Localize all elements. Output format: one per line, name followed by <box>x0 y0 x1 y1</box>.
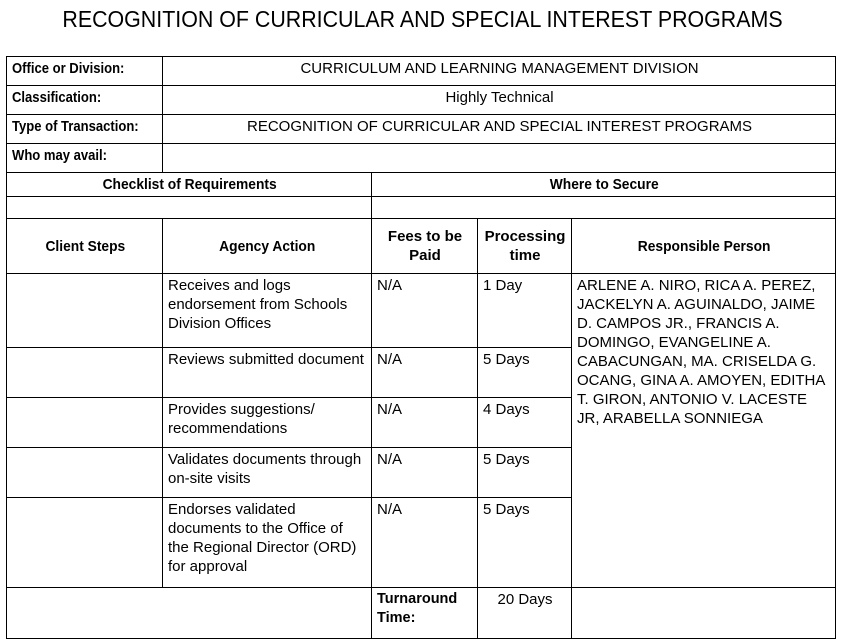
cell-processing-time <box>478 448 572 498</box>
cell-client-steps <box>7 398 163 448</box>
cell-processing-time <box>478 398 572 448</box>
cell-client-steps <box>7 274 163 348</box>
column-header-fees-text: Fees to be Paid <box>387 228 463 264</box>
meta-label-classification-text: Classification: <box>12 90 102 106</box>
cell-agency-action-text: Receives and logs endorsement from Schools Division Offices <box>168 277 348 332</box>
cell-client-steps <box>7 448 163 498</box>
meta-value-transaction-type <box>163 115 836 144</box>
citizens-charter-table-wrapper <box>6 56 835 639</box>
cell-agency-action-text: Endorses validated documents to the Office of the Regional Director (ORD) for approval <box>168 501 357 575</box>
turnaround-value-text: 20 Days <box>497 591 553 608</box>
column-header-agency-action <box>163 219 372 274</box>
citizens-charter-table <box>6 56 836 639</box>
meta-row-classification <box>7 86 836 115</box>
column-header-processing-time-text: Processing time <box>484 228 566 264</box>
cell-fees <box>372 398 478 448</box>
page-title: RECOGNITION OF CURRICULAR AND SPECIAL INTEREST PROGRAMS <box>62 6 783 32</box>
column-header-processing-time <box>478 219 572 274</box>
column-header-row <box>7 219 836 274</box>
cell-agency-action <box>163 448 372 498</box>
turnaround-label <box>372 588 478 639</box>
cell-processing-time-text: 5 Days <box>483 501 530 518</box>
column-header-client-steps-text: Client Steps <box>45 237 125 255</box>
meta-value-who-may-avail <box>163 144 836 173</box>
cell-fees-text: N/A <box>377 351 403 368</box>
column-header-fees <box>372 219 478 274</box>
cell-fees <box>372 498 478 588</box>
meta-label-who-may-avail <box>7 144 163 173</box>
cell-processing-time-text: 1 Day <box>483 277 523 294</box>
meta-value-classification-text: Highly Technical <box>445 89 554 106</box>
section-header-where-to-secure <box>372 173 836 197</box>
meta-value-transaction-type-text: RECOGNITION OF CURRICULAR AND SPECIAL INTEREST PROGRAMS <box>246 118 753 135</box>
meta-label-office-text: Office or Division: <box>12 61 125 77</box>
cell-agency-action <box>163 274 372 348</box>
section-blank-where-to-secure-value <box>372 197 836 219</box>
cell-processing-time-text: 5 Days <box>483 351 530 368</box>
column-header-responsible-person-text: Responsible Person <box>637 237 771 255</box>
column-header-client-steps <box>7 219 163 274</box>
meta-value-office-text: CURRICULUM AND LEARNING MANAGEMENT DIVISION <box>300 60 699 77</box>
table-row <box>7 274 836 348</box>
cell-processing-time <box>478 274 572 348</box>
column-header-responsible-person <box>572 219 836 274</box>
cell-fees <box>372 348 478 398</box>
turnaround-label-text: Turnaround Time: <box>377 591 458 626</box>
cell-agency-action-text: Validates documents through on-site visits <box>168 451 362 487</box>
column-header-agency-action-text: Agency Action <box>219 237 316 255</box>
meta-label-transaction-type-text: Type of Transaction: <box>12 119 139 135</box>
section-blank-checklist-value <box>7 197 372 219</box>
cell-responsible-person-text: ARLENE A. NIRO, RICA A. PEREZ, JACKELYN A. AGUINALDO, JAIME D. CAMPOS JR., FRANCIS A. DOMINGO, EVANGELINE A. CABACUNGAN, MA. CRISELDA G. OCANG, GINA A. AMOYEN, EDITHA T. GIRON, ANTONIO V. LACESTE JR, ARABELLA SONNIEGA <box>577 277 825 427</box>
section-header-row <box>7 173 836 197</box>
meta-value-office <box>163 57 836 86</box>
turnaround-spacer <box>7 588 372 639</box>
cell-agency-action <box>163 398 372 448</box>
cell-processing-time-text: 5 Days <box>483 451 530 468</box>
cell-agency-action <box>163 498 372 588</box>
cell-agency-action <box>163 348 372 398</box>
cell-responsible-person <box>572 274 836 588</box>
cell-processing-time <box>478 348 572 398</box>
cell-client-steps <box>7 498 163 588</box>
section-header-checklist <box>7 173 372 197</box>
turnaround-spacer-right <box>572 588 836 639</box>
section-header-where-to-secure-text: Where to Secure <box>549 176 659 193</box>
meta-row-who-may-avail <box>7 144 836 173</box>
meta-label-classification <box>7 86 163 115</box>
cell-agency-action-text: Reviews submitted document <box>168 351 364 368</box>
cell-client-steps <box>7 348 163 398</box>
cell-processing-time <box>478 498 572 588</box>
meta-row-transaction-type <box>7 115 836 144</box>
turnaround-row <box>7 588 836 639</box>
cell-fees-text: N/A <box>377 501 403 518</box>
cell-fees-text: N/A <box>377 401 403 418</box>
cell-fees-text: N/A <box>377 277 403 294</box>
section-header-checklist-text: Checklist of Requirements <box>102 176 277 193</box>
section-blank-row <box>7 197 836 219</box>
cell-fees <box>372 274 478 348</box>
cell-agency-action-text: Provides suggestions/ recommendations <box>168 401 315 437</box>
cell-processing-time-text: 4 Days <box>483 401 530 418</box>
meta-label-office <box>7 57 163 86</box>
turnaround-value <box>478 588 572 639</box>
cell-fees-text: N/A <box>377 451 403 468</box>
meta-value-classification <box>163 86 836 115</box>
meta-row-office <box>7 57 836 86</box>
meta-label-transaction-type <box>7 115 163 144</box>
cell-fees <box>372 448 478 498</box>
meta-label-who-may-avail-text: Who may avail: <box>12 148 108 164</box>
